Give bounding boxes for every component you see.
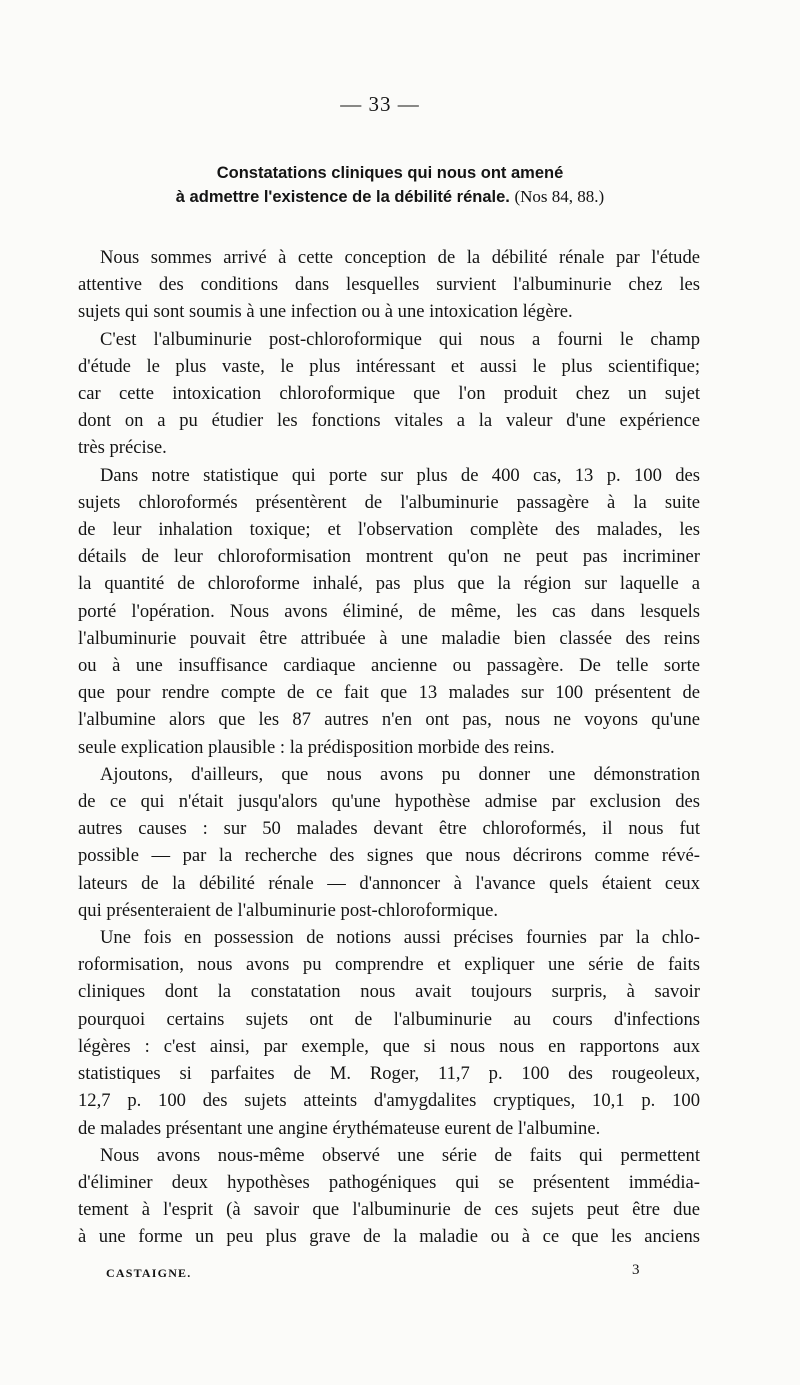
paragraph bbox=[78, 244, 700, 326]
text-line: car cette intoxication chloroformique que l'on produit chez un sujet bbox=[78, 383, 700, 405]
text-line: d'étude le plus vaste, le plus intéressant et aussi le plus scientifique; bbox=[78, 355, 700, 377]
text-line: statistiques si parfaites de M. Roger, 11,7 p. 100 des rougeoleux, bbox=[78, 1063, 700, 1085]
text-line: roformisation, nous avons pu comprendre et expliquer une série de faits bbox=[78, 954, 700, 976]
heading-line-2 bbox=[80, 185, 700, 209]
text-line: 12,7 p. 100 des sujets atteints d'amygdalites cryptiques, 10,1 p. 100 bbox=[78, 1090, 700, 1112]
paragraph bbox=[78, 326, 700, 462]
text-line: légères : c'est ainsi, par exemple, que si nous nous en rapportons aux bbox=[78, 1035, 700, 1057]
text-line: dont on a pu étudier les fonctions vitales a la valeur d'une expérience bbox=[78, 410, 700, 432]
text-line: Nous avons nous-même observé une série de faits qui permettent bbox=[100, 1144, 700, 1166]
text-line: d'éliminer deux hypothèses pathogéniques qui se présentent immédia- bbox=[78, 1171, 700, 1193]
text-line: que pour rendre compte de ce fait que 13 malades sur 100 présentent de bbox=[78, 682, 700, 704]
text-line: détails de leur chloroformisation montrent qu'on ne peut pas incriminer bbox=[78, 546, 700, 568]
text-line: de leur inhalation toxique; et l'observation complète des malades, les bbox=[78, 519, 700, 541]
heading-line-1: Constatations cliniques qui nous ont amené bbox=[216, 164, 564, 182]
text-line: ou à une insuffisance cardiaque ancienne ou passagère. De telle sorte bbox=[78, 655, 700, 677]
text-line: sujets chloroformés présentèrent de l'albuminurie passagère à la suite bbox=[78, 491, 700, 513]
heading-line-2-text: à admettre l'existence de la débilité rénale. bbox=[175, 188, 510, 206]
text-line: cliniques dont la constatation nous avait toujours surpris, à savoir bbox=[78, 981, 700, 1003]
page-number: — 33 — bbox=[340, 92, 420, 116]
footer-signature-number: 3 bbox=[632, 1262, 640, 1278]
text-line: Nous sommes arrivé à cette conception de la débilité rénale par l'étude bbox=[100, 247, 700, 268]
text-line: à une forme un peu plus grave de la maladie ou à ce que les anciens bbox=[78, 1226, 700, 1248]
text-line: tement à l'esprit (à savoir que l'albuminurie de ces sujets peut être due bbox=[78, 1199, 700, 1221]
text-line: autres causes : sur 50 malades devant être chloroformés, il nous fut bbox=[78, 818, 700, 840]
text-line: lateurs de la débilité rénale — d'annoncer à l'avance quels étaient ceux bbox=[78, 872, 700, 894]
text-line: l'albuminurie pouvait être attribuée à une maladie bien classée des reins bbox=[78, 627, 700, 649]
text-line: Dans notre statistique qui porte sur plus de 400 cas, 13 p. 100 des bbox=[100, 464, 700, 486]
text-line: de malades présentant une angine érythémateuse eurent de l'albumine. bbox=[78, 1117, 601, 1139]
body-text bbox=[78, 244, 700, 1251]
text-line: pourquoi certains sujets ont de l'albuminurie au cours d'infections bbox=[78, 1008, 700, 1030]
text-line: Une fois en possession de notions aussi précises fournies par la chlo- bbox=[100, 927, 700, 949]
footer-author: CASTAIGNE. bbox=[106, 1266, 192, 1280]
section-heading bbox=[80, 162, 700, 209]
text-line: C'est l'albuminurie post-chloroformique qui nous a fourni le champ bbox=[100, 328, 700, 350]
text-line: la quantité de chloroforme inhalé, pas plus que la région sur laquelle a bbox=[78, 573, 700, 595]
text-line: qui présenteraient de l'albuminurie post-chloroformique. bbox=[78, 899, 499, 921]
paragraph bbox=[78, 924, 700, 1142]
text-line: attentive des conditions dans lesquelles survient l'albuminurie chez les bbox=[78, 274, 700, 296]
text-line: très précise. bbox=[78, 437, 167, 459]
text-line: seule explication plausible : la prédisposition morbide des reins. bbox=[78, 736, 555, 758]
paragraph bbox=[78, 761, 700, 924]
text-line: l'albumine alors que les 87 autres n'en ont pas, nous ne voyons qu'une bbox=[78, 709, 700, 731]
heading-reference: (Nos 84, 88.) bbox=[514, 187, 605, 206]
text-line: sujets qui sont soumis à une infection ou à une intoxication légère. bbox=[78, 301, 573, 323]
text-line: possible — par la recherche des signes que nous décrirons comme révé- bbox=[78, 845, 700, 867]
paragraph bbox=[78, 1142, 700, 1251]
text-line: Ajoutons, d'ailleurs, que nous avons pu donner une démonstration bbox=[100, 763, 700, 785]
text-line: porté l'opération. Nous avons éliminé, de même, les cas dans lesquels bbox=[78, 600, 700, 622]
paragraph bbox=[78, 462, 700, 761]
text-line: de ce qui n'était jusqu'alors qu'une hypothèse admise par exclusion des bbox=[78, 791, 700, 813]
